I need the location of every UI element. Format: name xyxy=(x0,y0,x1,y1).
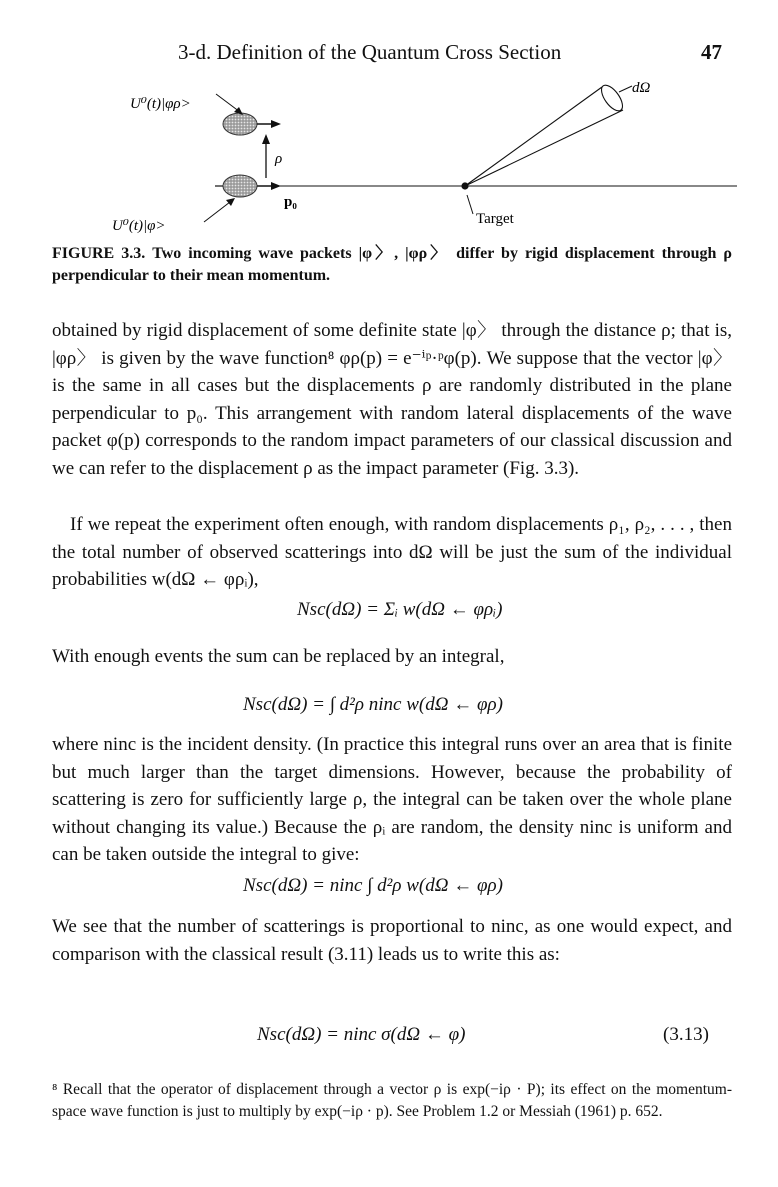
figure-caption xyxy=(52,243,732,287)
equation-number: (3.13) xyxy=(663,1024,709,1045)
paragraph-1: obtained by rigid displacement of some definite state |φ〉 through the distance ρ; that is, |φρ〉 is given by the wave function⁸ φρ(p) = e⁻ⁱᵖ·ᵖφ(p). We suppose that the vector |φ〉 is the same in all cases but the displacements ρ are randomly distributed in the plane perpendicular to p₀. This arrangement with random lateral displacements of the wave packet φ(p) corresponds to the random impact parameters of our classical discussion and we can refer to the displacement ρ as the impact parameter (Fig. 3.3). xyxy=(52,320,732,479)
running-title: 3-d. Definition of the Quantum Cross Section xyxy=(178,40,562,64)
scattering-diagram xyxy=(90,70,740,240)
paragraph-4: where ninc is the incident density. (In practice this integral runs over an area that is finite but much larger than the target dimensions. However, because the probability of scattering is zero for sufficiently large ρ, the integral can be taken over the whole plane without changing its value.) Because the ρᵢ are random, the density ninc is uniform and can be taken outside the integral to give: xyxy=(52,734,732,865)
label-state: U⁰(t)|φ> xyxy=(112,218,166,234)
equation-3-13: Nsc(dΩ) = ninc σ(dΩ ← φ) xyxy=(257,1024,466,1045)
figure-3-3 xyxy=(90,70,740,240)
label-target: Target xyxy=(476,211,514,227)
page-number: 47 xyxy=(701,40,722,64)
upper-arrow-icon xyxy=(271,120,281,128)
wave-packet xyxy=(223,175,257,197)
equation-integral-outside: Nsc(dΩ) = ninc ∫ d²ρ w(dΩ ← φρ) xyxy=(243,875,503,896)
paragraph-2: If we repeat the experiment often enough, with random displacements ρ₁, ρ₂, . . . , then the total number of observed scatterings into dΩ will be just the sum of the individual probabilities w(dΩ ← φρᵢ), xyxy=(52,514,732,590)
label-rho: ρ xyxy=(275,151,283,167)
equation-sum: Nsc(dΩ) = Σᵢ w(dΩ ← φρᵢ) xyxy=(297,599,503,620)
equation-integral: Nsc(dΩ) = ∫ d²ρ ninc w(dΩ ← φρ) xyxy=(243,694,503,715)
label-displaced-state: U⁰(t)|φρ> xyxy=(130,96,191,112)
displaced-wave-packet xyxy=(223,113,257,135)
caption-text: Two incoming wave packets |φ〉, |φρ〉 differ by rigid displacement through ρ perpendicular to their mean momentum. xyxy=(52,245,732,284)
paragraph-5: We see that the number of scatterings is proportional to ninc, as one would expect, and comparison with the classical result (3.11) leads us to write this as: xyxy=(52,916,732,965)
caption-label: FIGURE 3.3. xyxy=(52,245,146,262)
label-solid-angle: dΩ xyxy=(632,80,651,96)
footnote-8: ⁸ Recall that the operator of displacement through a vector ρ is exp(−iρ · P); its effect on the momentum-space wave function is just to multiply by exp(−iρ · p). See Problem 1.2 or Messiah (1961) p. 652. xyxy=(52,1081,732,1120)
label-p0: p₀ xyxy=(284,194,297,210)
solid-angle-cone xyxy=(598,82,627,114)
paragraph-3: With enough events the sum can be replaced by an integral, xyxy=(52,646,505,667)
displacement-arrow-icon xyxy=(262,134,270,144)
